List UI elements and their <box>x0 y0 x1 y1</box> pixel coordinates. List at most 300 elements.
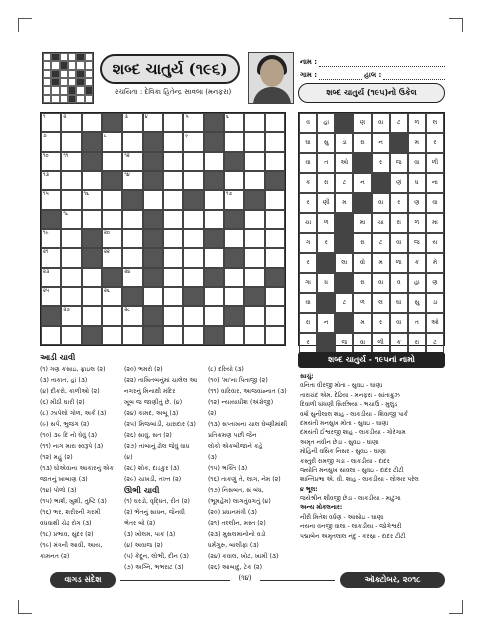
solution-cell: ળ <box>408 113 426 133</box>
crossword-cell[interactable] <box>244 171 264 190</box>
solution-cell: લ <box>426 113 444 133</box>
crossword-cell[interactable] <box>82 171 102 190</box>
crossword-cell[interactable] <box>82 190 102 209</box>
clue-number: ૧૮ <box>63 210 69 217</box>
crossword-cell[interactable] <box>41 152 61 171</box>
village-label: ગામ : <box>300 71 318 79</box>
solution-cell: ટ <box>372 233 390 253</box>
solution-cell: ર <box>299 193 317 213</box>
crop-mark <box>462 18 463 32</box>
crossword-cell[interactable] <box>61 171 81 190</box>
crossword-cell[interactable] <box>102 229 122 248</box>
crossword-cell[interactable] <box>143 287 163 306</box>
clue-text: (૮) ઝાપેલો ગોળ, અર્ક (૩) <box>40 410 107 417</box>
solution-cell: ટ <box>390 113 408 133</box>
clue-text: (૨૦) ભમરો (૨) <box>124 366 163 373</box>
crossword-cell[interactable] <box>244 326 264 345</box>
blocked-cell <box>143 268 163 287</box>
solution-cell: મ <box>372 253 390 273</box>
solution-cell: રા <box>317 173 335 193</box>
solution-cell: હા <box>408 273 426 293</box>
solution-cell: રા <box>390 213 408 233</box>
crossword-cell[interactable] <box>82 306 102 325</box>
crossword-cell[interactable] <box>265 229 285 248</box>
clue-number: ૧૪ <box>124 172 130 178</box>
crossword-cell[interactable] <box>224 268 244 287</box>
crossword-cell[interactable] <box>204 287 224 306</box>
solution-cell: ર <box>299 253 317 273</box>
crossword-cell[interactable] <box>102 152 122 171</box>
crossword-cell[interactable] <box>163 132 183 151</box>
solution-cell: ણ <box>408 193 426 213</box>
blocked-cell <box>244 287 264 306</box>
blocked-cell <box>224 306 244 325</box>
solution-cell: ના <box>426 173 444 193</box>
solution-title: શબ્દ ચાતુર્ય (૧૯૫)નો ઉકેલ <box>298 83 445 103</box>
clue-number: ૨૩ <box>43 268 50 275</box>
blocked-cell <box>102 171 122 190</box>
blocked-cell <box>317 293 335 313</box>
clue-number: ૪ <box>144 114 148 120</box>
crossword-cell[interactable] <box>61 248 81 267</box>
crossword-cell[interactable] <box>122 248 142 267</box>
solution-cell: ર <box>390 193 408 213</box>
clue-text: (૨૯) ચાખડી, તખ્ત (૨) <box>124 476 182 483</box>
clue-text: (૧૨) મહું (૨) <box>40 454 73 461</box>
solution-cell: ત <box>317 153 335 173</box>
solution-cell: ર <box>372 153 390 173</box>
crossword-cell[interactable] <box>163 171 183 190</box>
crossword-cell[interactable] <box>265 190 285 209</box>
clue-text: (૪) દીકરો, કાળીઓ (૨) <box>40 388 100 395</box>
solution-cell: ળી <box>372 333 390 353</box>
blocked-cell <box>204 268 224 287</box>
solution-cell: વ <box>390 273 408 293</box>
crossword-cell[interactable] <box>41 132 61 151</box>
solution-cell: ન <box>372 133 390 153</box>
crossword-cell[interactable] <box>61 113 81 132</box>
crossword-cell[interactable] <box>244 268 264 287</box>
clue-number: ૨૮ <box>124 307 131 314</box>
clue-number: ૧૩ <box>43 172 49 178</box>
crossword-cell[interactable] <box>224 171 244 190</box>
clue-text: જાતનું ખાબાણ (૩) <box>40 476 88 483</box>
solution-cell: ન <box>353 173 371 193</box>
crossword-cell[interactable] <box>204 210 224 229</box>
clue-column-3 <box>208 352 292 573</box>
solution-cell: ણ <box>353 113 371 133</box>
winners-subheading: ૪ ભૂલ: <box>300 485 318 493</box>
solution-cell: રા <box>299 313 317 333</box>
crossword-cell[interactable] <box>163 152 183 171</box>
crop-mark <box>18 18 19 32</box>
clue-text: (૭) અગ્નિ, ભભરાટ (૩) <box>124 564 184 571</box>
crossword-cell[interactable] <box>163 326 183 345</box>
crossword-cell[interactable] <box>183 132 203 151</box>
crossword-cell[interactable] <box>41 268 61 287</box>
crossword-cell[interactable] <box>183 326 203 345</box>
blocked-cell <box>390 133 408 153</box>
solution-cell: વા <box>372 273 390 293</box>
crossword-cell[interactable] <box>183 306 203 325</box>
solution-cell: ઘા <box>299 133 317 153</box>
crossword-cell[interactable] <box>163 287 183 306</box>
blocked-cell <box>335 313 353 333</box>
crossword-cell[interactable] <box>61 229 81 248</box>
solution-cell: લ <box>372 293 390 313</box>
clue-number: ૨૫ <box>43 288 50 294</box>
crossword-cell[interactable] <box>82 113 102 132</box>
clue-text: (૧૧) વારિવાર, આજવાહ્નાત (૩) <box>208 388 287 395</box>
crossword-cell[interactable] <box>224 229 244 248</box>
crossword-cell[interactable] <box>244 210 264 229</box>
solution-cell: ર <box>299 333 317 353</box>
blocked-cell <box>82 132 102 151</box>
blocked-cell <box>82 326 102 345</box>
clue-number: ૧૬ <box>83 191 89 198</box>
clue-number: ૨ <box>63 114 67 120</box>
clue-number: ૯ <box>185 133 189 140</box>
clue-number: ૬ <box>226 114 229 120</box>
winner-entry: નયના વનજી વાલા - લાકડીયા - જોગેશ્વરી <box>300 523 402 531</box>
crop-mark <box>18 613 32 614</box>
clue-number: ૨૦ <box>104 230 110 236</box>
crop-mark <box>18 18 32 19</box>
blocked-cell <box>143 171 163 190</box>
crossword-cell[interactable] <box>265 248 285 267</box>
crossword-cell[interactable] <box>122 132 142 151</box>
winner-entry: જ્યોતિ મનસુખ સાવલા - સુવઇ - દાદર ટીટી <box>300 466 404 474</box>
crossword-cell[interactable] <box>102 306 122 325</box>
blocked-cell <box>265 171 285 190</box>
crossword-cell[interactable] <box>163 268 183 287</box>
residence-label: હાલ : <box>364 71 382 79</box>
clue-number: ૨૧ <box>43 249 49 256</box>
down-heading: ઊભી ચાવી <box>124 486 160 495</box>
blocked-cell <box>244 190 264 209</box>
solution-cell: જ <box>335 333 353 353</box>
crossword-cell[interactable] <box>41 326 61 345</box>
solution-cell: ચા <box>299 213 317 233</box>
solution-cell: ક <box>408 253 426 273</box>
winner-entry: નીરી મિતેશ વર્ધણ - આસોઇ - ઘાણા <box>300 513 384 521</box>
crossword-cell[interactable] <box>61 190 81 209</box>
crossword-cell[interactable] <box>224 113 244 132</box>
crossword-cell[interactable] <box>122 268 142 287</box>
crossword-cell[interactable] <box>244 229 264 248</box>
clue-column-1 <box>40 352 124 562</box>
clue-text: ભેતર બો (૨) <box>124 520 156 527</box>
crossword-cell[interactable] <box>224 326 244 345</box>
crossword-cell[interactable] <box>163 113 183 132</box>
solution-cell: વા <box>299 153 317 173</box>
clue-text: (૨૪) કામદ, અબૂ (૩) <box>124 410 179 417</box>
winner-entry: મોહિની વસિક નિસર - સુવઇ - ઘાણા <box>300 448 386 456</box>
crossword-cell[interactable] <box>265 113 285 132</box>
crossword-cell[interactable] <box>61 287 81 306</box>
solution-cell: રા <box>353 273 371 293</box>
clue-text: (૨૩) મુસલમાનોનો વડો <box>208 531 266 538</box>
clue-text: (૨૨) તાખિતબનુંમાં ચાલેલ આ <box>124 377 198 384</box>
solution-cell: ગા <box>299 273 317 293</box>
clue-text: પ્રતિક્રમણ પછી જૈન <box>208 432 257 439</box>
crossword-cell[interactable] <box>41 287 61 306</box>
crossword-cell[interactable] <box>163 190 183 209</box>
solution-cell: ળ <box>353 293 371 313</box>
crossword-cell[interactable] <box>122 306 142 325</box>
crossword-cell[interactable] <box>61 210 81 229</box>
winners-subheading: સાચું: <box>300 373 314 380</box>
crossword-cell[interactable] <box>204 152 224 171</box>
crossword-cell[interactable] <box>102 248 122 267</box>
clue-text: (૨૬) આબાદુ, ટેક (૨) <box>208 564 263 571</box>
crossword-cell[interactable] <box>183 152 203 171</box>
crossword-cell[interactable] <box>163 306 183 325</box>
solution-cell: વ <box>299 113 317 133</box>
solution-cell: ક <box>299 173 317 193</box>
clue-text: (૧૯) મંત્રની આવી, આય, <box>40 542 103 549</box>
crossword-cell[interactable] <box>265 132 285 151</box>
winner-entry: અમૃત નવીન છેડા - સુવઇ - ઘાણા <box>300 438 379 446</box>
crossword-cell[interactable] <box>244 113 264 132</box>
crop-mark <box>449 613 463 614</box>
crossword-cell[interactable] <box>41 190 61 209</box>
crossword-cell[interactable] <box>265 326 285 345</box>
clue-text: નગરનું મિનાક્ષી મંદિર <box>124 388 176 395</box>
blocked-cell <box>224 210 244 229</box>
solution-cell: ડા <box>426 293 444 313</box>
entry-form <box>300 54 445 80</box>
blocked-cell <box>183 287 203 306</box>
blocked-cell <box>143 229 163 248</box>
crossword-cell[interactable] <box>163 248 183 267</box>
crossword-cell[interactable] <box>204 306 224 325</box>
solution-cell: વો <box>353 253 371 273</box>
solution-cell: મ <box>335 193 353 213</box>
clue-number: ૫ <box>185 114 189 120</box>
solution-cell: ર <box>372 313 390 333</box>
solution-cell: સુ <box>317 133 335 153</box>
across-heading: આડી ચાવી <box>40 353 76 362</box>
solution-cell: ટ <box>426 333 444 353</box>
clue-text: (૪) <box>124 454 133 461</box>
clue-number: ૨૪ <box>124 268 131 275</box>
clue-text: (૧૭) નિસબત, સં બંધ, <box>208 487 264 494</box>
clue-text: (૧૬) તાકણું તે, લાગ, નેમ (૨) <box>208 476 281 483</box>
winner-entry: શાન્તિપ્રભા એ. વી. શાહ - લાકડીયા - લોઅર પરેલ <box>300 476 419 484</box>
crossword-cell[interactable] <box>41 113 61 132</box>
blocked-cell <box>122 287 142 306</box>
crossword-cell[interactable] <box>61 326 81 345</box>
puzzle-header <box>40 50 445 106</box>
crossword-cell[interactable] <box>204 190 224 209</box>
crossword-cell[interactable] <box>61 306 81 325</box>
village-field[interactable] <box>319 72 362 80</box>
crossword-cell[interactable] <box>41 248 61 267</box>
page-footer <box>40 572 445 590</box>
blocked-cell <box>335 233 353 253</box>
solution-cell: ચા <box>372 213 390 233</box>
solution-cell: ર <box>426 133 444 153</box>
winner-entry: જયેશ્રીન શીવજી છેડા - લાકડીયા - માટુંગા <box>300 495 401 503</box>
residence-field[interactable] <box>383 72 445 80</box>
clue-number: ૧૫ <box>43 191 49 198</box>
winner-entry: વર્ષા સુનીલાલ શાહ - લાકડીયા - શિવાજી પાર્ક <box>300 410 408 418</box>
crossword-cell[interactable] <box>265 210 285 229</box>
solution-cell: ડા <box>335 133 353 153</box>
blocked-cell <box>143 306 163 325</box>
solution-cell: ળ <box>317 213 335 233</box>
solution-cell: રા <box>408 333 426 353</box>
crossword-cell[interactable] <box>183 229 203 248</box>
crossword-cell[interactable] <box>102 190 122 209</box>
crossword-cell[interactable] <box>102 287 122 306</box>
name-field[interactable] <box>319 59 445 67</box>
solution-cell: ગ <box>299 233 317 253</box>
clue-number: ૮ <box>104 133 107 140</box>
crossword-cell[interactable] <box>61 268 81 287</box>
crossword-cell[interactable] <box>122 152 142 171</box>
solution-cell: લા <box>335 253 353 273</box>
clue-column-2 <box>124 352 208 573</box>
clue-text: ખૂબ જ જાણીતું છે. (૪) <box>124 399 183 406</box>
crossword-cell[interactable] <box>122 113 142 132</box>
crossword-cell[interactable] <box>102 132 122 151</box>
crossword-cell[interactable] <box>183 113 203 132</box>
clue-text: (૨) ભેંતનું સાધન, જૈનવી <box>124 509 185 516</box>
crossword-cell[interactable] <box>102 210 122 229</box>
crossword-cell[interactable] <box>82 287 102 306</box>
crossword-cell[interactable] <box>224 287 244 306</box>
crop-mark <box>449 18 463 19</box>
crossword-cell[interactable] <box>183 268 203 287</box>
crossword-cell[interactable] <box>183 210 203 229</box>
crossword-cell[interactable] <box>183 248 203 267</box>
solution-cell: જ <box>408 233 426 253</box>
blocked-cell <box>353 153 371 173</box>
crossword-cell[interactable] <box>244 152 264 171</box>
winner-entry: તારાચંદ એમ. દેઢિયા - મનફરા - સાંતાક્રુઝ <box>300 391 400 399</box>
crossword-cell[interactable] <box>244 306 264 325</box>
crossword-cell[interactable] <box>224 132 244 151</box>
crossword-cell[interactable] <box>82 268 102 287</box>
solution-cell: વા <box>390 233 408 253</box>
clue-text: (૩) તાકાત, હાં (૩) <box>40 377 88 384</box>
crossword-cell[interactable] <box>122 229 142 248</box>
clue-text: (૬) મીઠી ઘારી (૨) <box>40 399 85 406</box>
clue-text: (૧૬) ભર, શરીરની ગરમી <box>40 509 101 516</box>
crossword-cell[interactable] <box>244 248 264 267</box>
crossword-cell[interactable] <box>224 190 244 209</box>
blocked-cell <box>122 190 142 209</box>
crossword-cell[interactable] <box>143 113 163 132</box>
solution-cell: મે <box>426 253 444 273</box>
solution-cell: ય <box>426 233 444 253</box>
solution-cell: વા <box>372 193 390 213</box>
crop-mark <box>18 600 19 614</box>
blocked-cell <box>265 268 285 287</box>
clue-number: ૧૯ <box>43 230 49 236</box>
solution-cell: ળી <box>426 153 444 173</box>
winner-entry: દમયંતી ઈશ્વરજી શાહ - લાકડીયા - ગોરેગામ <box>300 429 406 437</box>
crossword-cell[interactable] <box>163 229 183 248</box>
blocked-cell <box>102 113 122 132</box>
crossword-cell[interactable] <box>163 210 183 229</box>
clue-text: (૧૦) 'મા'ના પિતાજી (૨) <box>208 377 268 384</box>
clue-text: (૩) <box>208 454 217 461</box>
winner-entry: દિવાળી ધાંધણી સિરશ્રિયા - ભચાઉ - મુલુંડ <box>300 401 398 409</box>
crossword-cell[interactable] <box>204 248 224 267</box>
blocked-cell <box>204 132 224 151</box>
clue-number: ૨૨ <box>104 249 110 256</box>
crossword-cell[interactable] <box>41 171 61 190</box>
crossword-cell[interactable] <box>61 152 81 171</box>
winners-list <box>300 372 445 541</box>
crossword-cell[interactable] <box>183 171 203 190</box>
solution-cell: ઓ <box>426 313 444 333</box>
solution-cell: જ <box>390 153 408 173</box>
clue-number: ૧૦ <box>43 152 49 159</box>
crossword-cell[interactable] <box>82 210 102 229</box>
crossword-cell[interactable] <box>244 132 264 151</box>
winner-entry: પદ્માબેન અમૃતલાલ નંદુ - કરસ્રા - દાદર ટીટી <box>300 532 406 540</box>
blocked-cell <box>143 210 163 229</box>
crossword-cell[interactable] <box>41 229 61 248</box>
clue-number: ૧૭ <box>226 191 232 198</box>
solution-grid <box>298 112 445 346</box>
solution-cell: ધ <box>408 173 426 193</box>
crossword-cell[interactable] <box>143 190 163 209</box>
clue-text: (૧૦) ૩૯ દિ નો ઘેવું (૩) <box>40 432 98 439</box>
clue-text: કામનત (૨) <box>40 553 70 560</box>
magazine-name: વાગડ સંદેશ <box>50 572 116 588</box>
crossword-cell[interactable] <box>61 132 81 151</box>
solution-cell: સુ <box>408 293 426 313</box>
clue-number: ૧૨ <box>124 152 130 159</box>
crossword-cell[interactable] <box>265 152 285 171</box>
clue-text: (૧૪) પોળો (૩) <box>40 487 77 494</box>
clue-text: (૧૩) ઘોએવાના આકારનું એક <box>40 465 114 472</box>
crossword-cell[interactable] <box>122 171 142 190</box>
clue-text: (૩) ખોલમ, પાક (૩) <box>124 531 176 538</box>
crossword-cell[interactable] <box>122 326 142 345</box>
solution-cell: ટ <box>335 173 353 193</box>
winner-entry: વનિતા વીરજી મોતા - સુવઇ - ઘાણા <box>300 382 383 390</box>
crossword-cell[interactable] <box>102 326 122 345</box>
solution-cell: વા <box>426 193 444 213</box>
blocked-cell <box>372 173 390 193</box>
crossword-cell[interactable] <box>122 210 142 229</box>
crossword-logo-icon <box>42 52 94 104</box>
clue-text: (૨૫) મિજબાંડી, ચારાદાર (૩) <box>124 421 196 428</box>
solution-cell: ળ <box>408 213 426 233</box>
clue-text: (૨૧) તલ્લીન, મસ્ત (૨) <box>208 520 266 527</box>
solution-cell: ળા <box>390 253 408 273</box>
clue-text: વધવાથી ચેઢ રોગ (૩) <box>40 520 92 527</box>
winner-entry: કસ્તુરી રામજી ગડા - લાકડીયા - દાદર <box>300 457 390 465</box>
blocked-cell <box>204 113 224 132</box>
clue-text: (૨૭) તાંબાનું ઢોલ જેવું વાધ <box>124 443 190 450</box>
clue-number: ૭ <box>43 133 47 140</box>
clue-text: (૨૪) કવાલ, ખોટ, ખામી (૩) <box>208 553 279 560</box>
clue-text: (૨૮) શોક, દાડકુર (૩) <box>124 465 180 472</box>
blocked-cell <box>335 273 353 293</box>
blocked-cell <box>335 113 353 133</box>
crossword-cell[interactable] <box>265 306 285 325</box>
footer-rule <box>120 580 335 581</box>
clue-number: ૧ <box>43 114 46 120</box>
crossword-cell[interactable] <box>265 287 285 306</box>
